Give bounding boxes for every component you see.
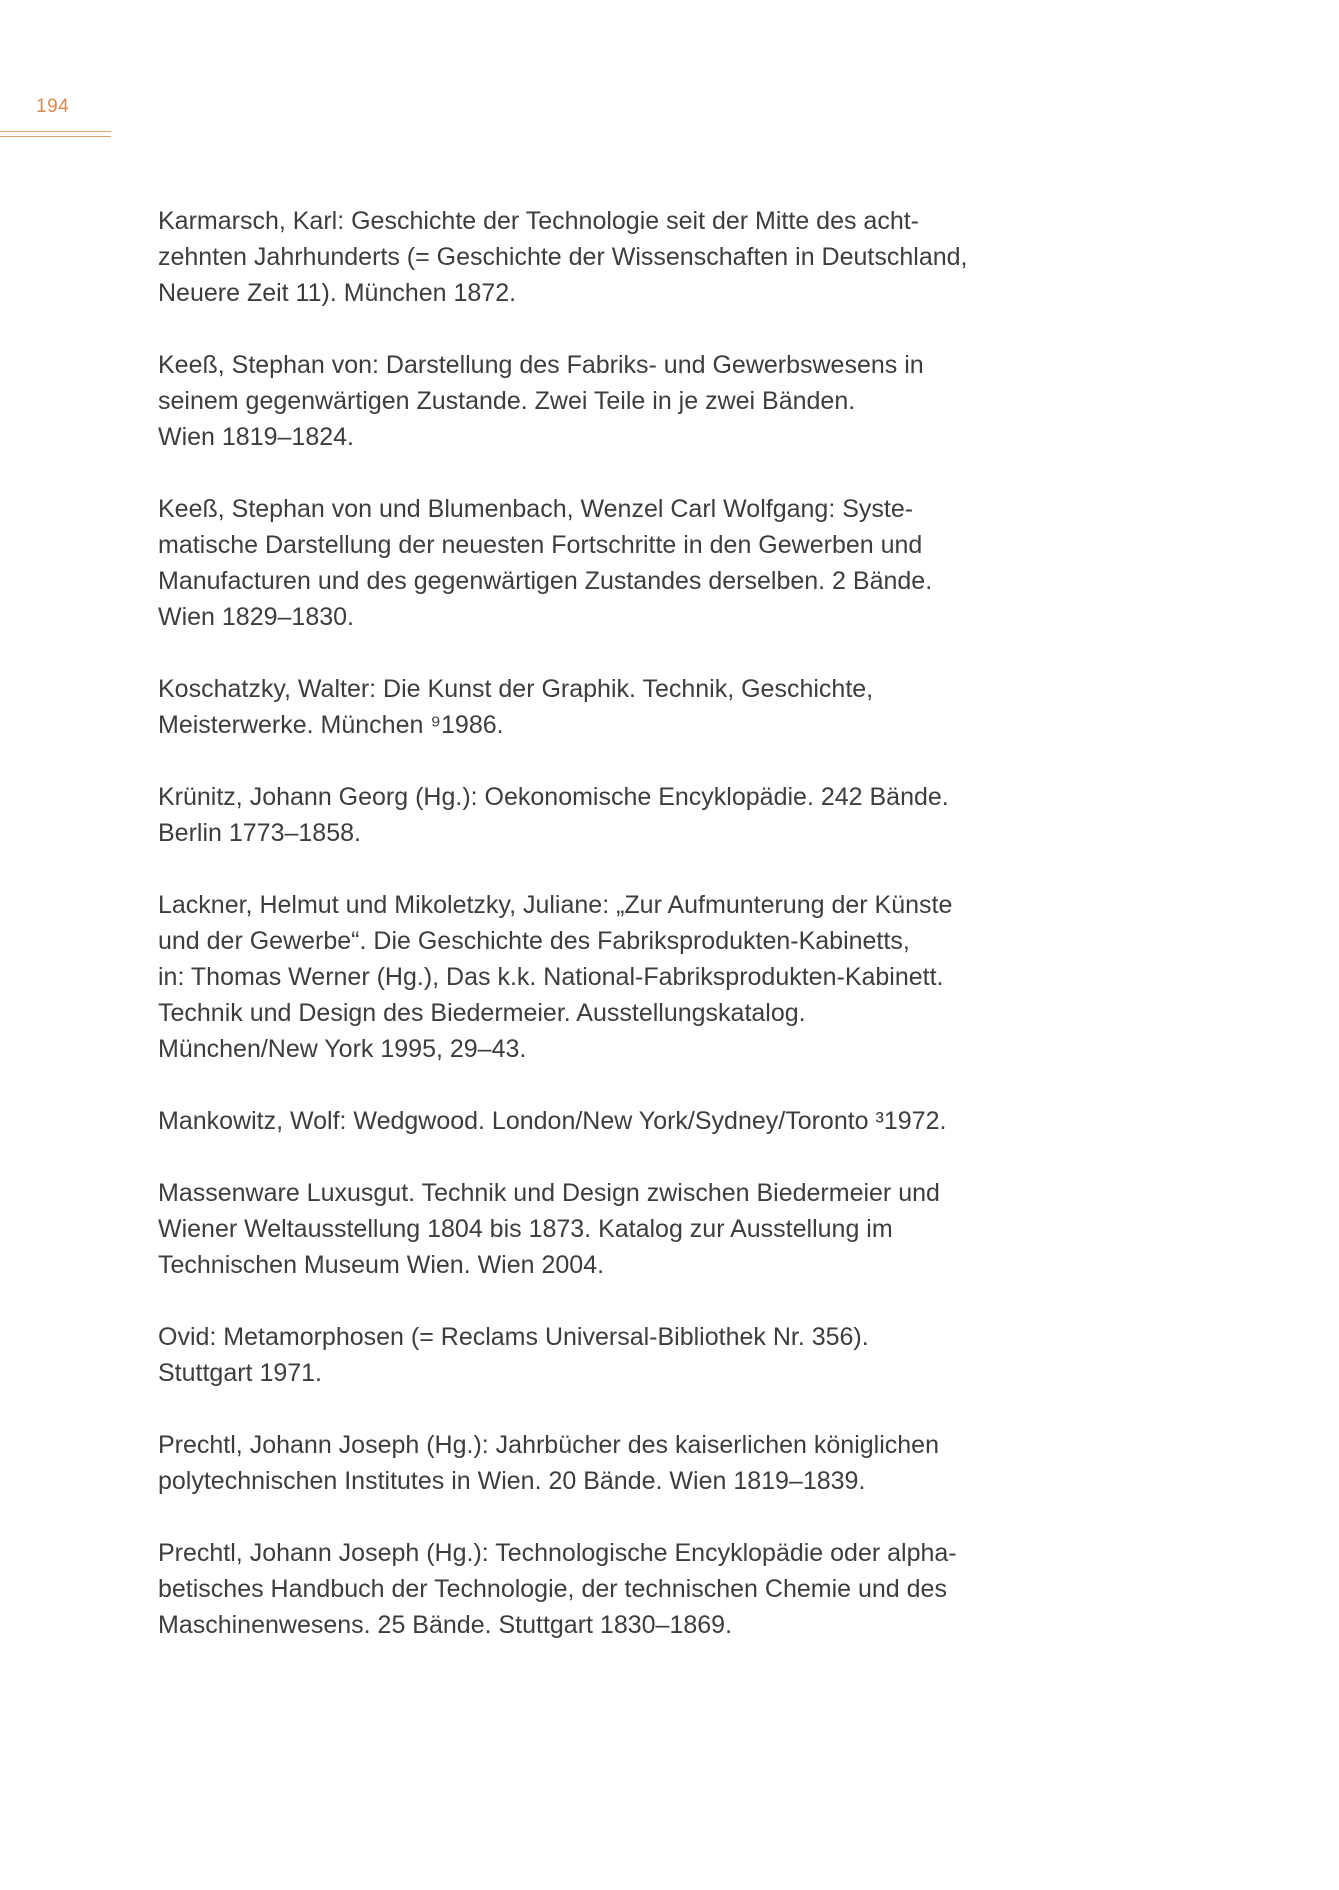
entry-line: seinem gegenwärtigen Zustande. Zwei Teile in je zwei Bänden. [158, 387, 856, 415]
bibliography-entry [158, 1535, 1058, 1643]
entry-line: Mankowitz, Wolf: Wedgwood. London/New York/Sydney/Toronto ³1972. [158, 1107, 947, 1135]
entry-line: Wien 1829–1830. [158, 603, 354, 631]
bibliography-entry [158, 671, 1058, 743]
entry-line: Massenware Luxusgut. Technik und Design zwischen Biedermeier und [158, 1179, 940, 1207]
entry-line: und der Gewerbe“. Die Geschichte des Fabriksprodukten-Kabinetts, [158, 927, 910, 955]
entry-line: Technischen Museum Wien. Wien 2004. [158, 1251, 605, 1279]
bibliography-entry [158, 1427, 1058, 1499]
entry-line: Maschinenwesens. 25 Bände. Stuttgart 1830–1869. [158, 1611, 733, 1639]
entry-line: Keeß, Stephan von und Blumenbach, Wenzel Carl Wolfgang: Syste- [158, 495, 914, 523]
bibliography-entry [158, 1319, 1058, 1391]
entry-line: betisches Handbuch der Technologie, der technischen Chemie und des [158, 1575, 947, 1603]
entry-line: Prechtl, Johann Joseph (Hg.): Technologische Encyklopädie oder alpha- [158, 1539, 957, 1567]
entry-line: Keeß, Stephan von: Darstellung des Fabriks- und Gewerbswesens in [158, 351, 924, 379]
bibliography-entry [158, 491, 1058, 635]
bibliography-entry [158, 1103, 1058, 1139]
page-number-rule [0, 131, 111, 137]
entry-line: in: Thomas Werner (Hg.), Das k.k. National-Fabriksprodukten-Kabinett. [158, 963, 944, 991]
entry-line: Wien 1819–1824. [158, 423, 354, 451]
entry-line: polytechnischen Institutes in Wien. 20 Bände. Wien 1819–1839. [158, 1467, 866, 1495]
bibliography-entry [158, 1175, 1058, 1283]
bibliography-entry [158, 779, 1058, 851]
entry-line: Wiener Weltausstellung 1804 bis 1873. Katalog zur Ausstellung im [158, 1215, 893, 1243]
bibliography-entry [158, 887, 1058, 1067]
page-number: 194 [36, 96, 70, 117]
entry-line: Technik und Design des Biedermeier. Ausstellungskatalog. [158, 999, 806, 1027]
entry-line: Karmarsch, Karl: Geschichte der Technologie seit der Mitte des acht- [158, 207, 919, 235]
entry-line: Ovid: Metamorphosen (= Reclams Universal-Bibliothek Nr. 356). [158, 1323, 869, 1351]
entry-line: München/New York 1995, 29–43. [158, 1035, 527, 1063]
entry-line: Lackner, Helmut und Mikoletzky, Juliane: „Zur Aufmunterung der Künste [158, 891, 953, 919]
entry-line: matische Darstellung der neuesten Fortschritte in den Gewerben und [158, 531, 923, 559]
entry-line: Stuttgart 1971. [158, 1359, 323, 1387]
entry-line: Meisterwerke. München ⁹1986. [158, 711, 504, 739]
bibliography-entry [158, 203, 1058, 311]
entry-line: Krünitz, Johann Georg (Hg.): Oekonomische Encyklopädie. 242 Bände. [158, 783, 949, 811]
entry-line: zehnten Jahrhunderts (= Geschichte der Wissenschaften in Deutschland, [158, 243, 968, 271]
entry-line: Prechtl, Johann Joseph (Hg.): Jahrbücher des kaiserlichen königlichen [158, 1431, 939, 1459]
bibliography-entry [158, 347, 1058, 455]
entry-line: Neuere Zeit 11). München 1872. [158, 279, 517, 307]
entry-line: Berlin 1773–1858. [158, 819, 361, 847]
entry-line: Manufacturen und des gegenwärtigen Zustandes derselben. 2 Bände. [158, 567, 933, 595]
bibliography-list [158, 203, 1058, 1679]
entry-line: Koschatzky, Walter: Die Kunst der Graphik. Technik, Geschichte, [158, 675, 874, 703]
